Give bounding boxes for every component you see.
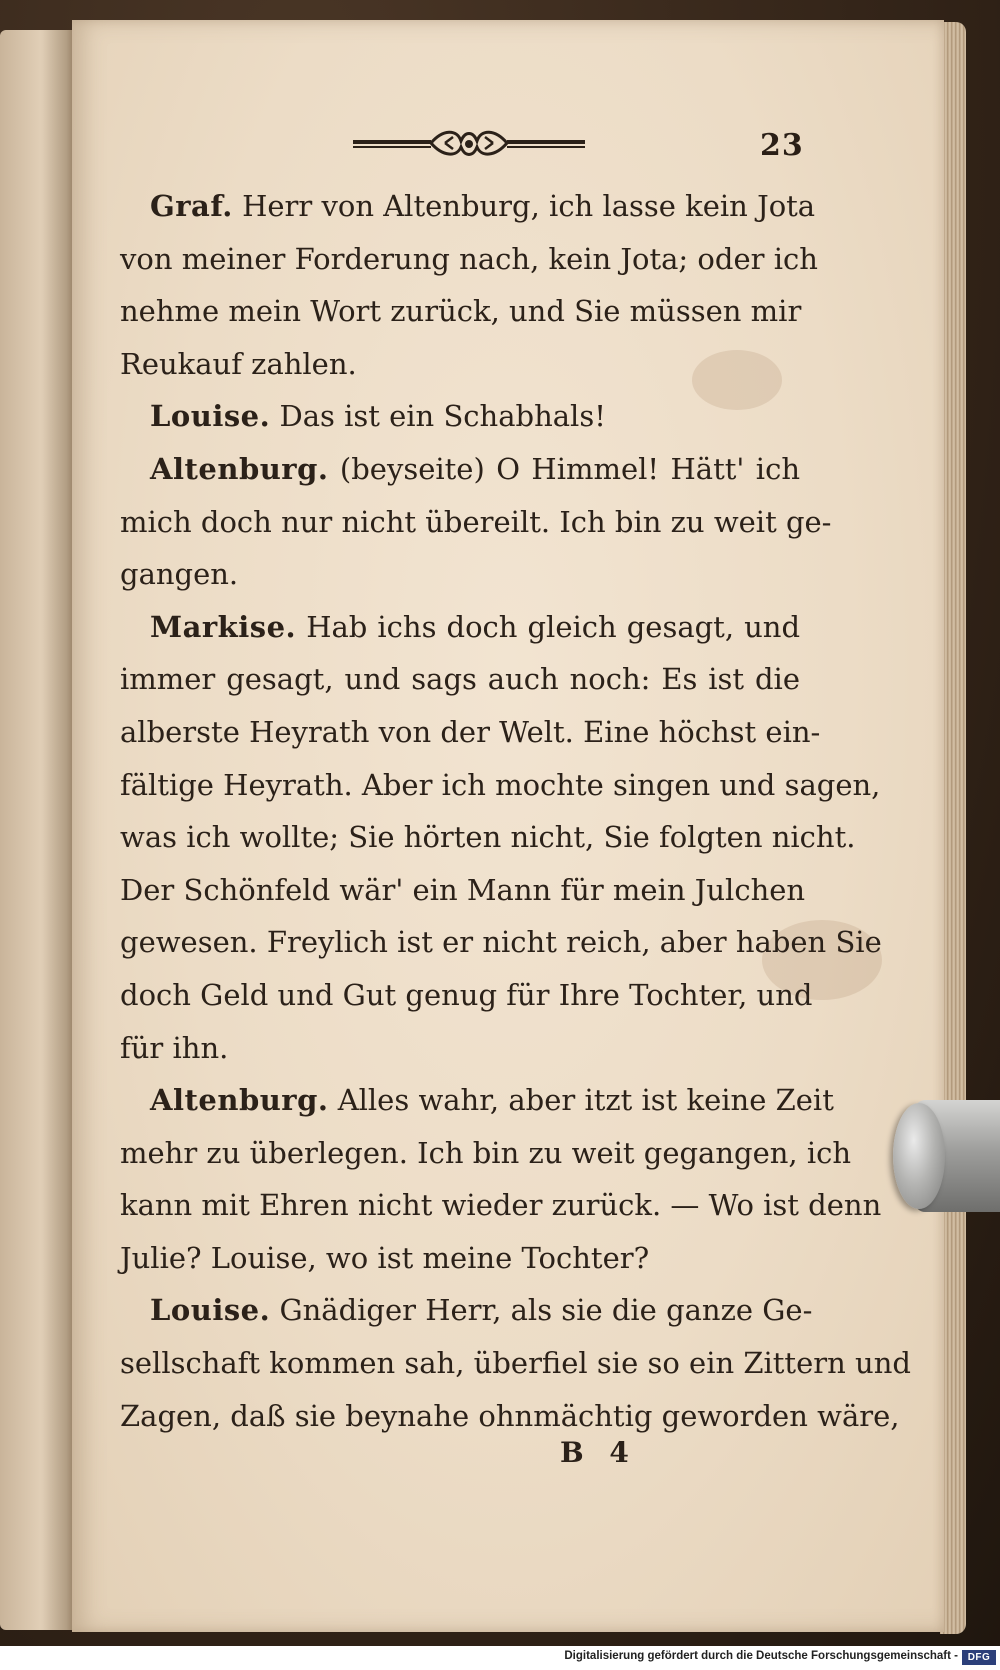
speaker-name: Altenburg.	[150, 451, 329, 486]
headpiece-ornament	[353, 123, 585, 165]
funding-notice: Digitalisierung gefördert durch die Deutsche Forschungsgemeinschaft -	[564, 1650, 958, 1662]
line-text: doch Geld und Gut genug für Ihre Tochter, und	[120, 977, 813, 1012]
speaker-name: Altenburg.	[150, 1083, 329, 1118]
line-text: was ich wollte; Sie hörten nicht, Sie folgten nicht.	[120, 820, 856, 855]
text-line	[120, 601, 800, 654]
speaker-name: Markise.	[150, 609, 297, 644]
text-line	[120, 338, 800, 391]
line-text: alberste Heyrath von der Welt. Eine höchst ein-	[120, 714, 821, 749]
dfg-logo: DFG	[962, 1650, 996, 1665]
text-line	[120, 811, 856, 864]
line-text: von meiner Forderung nach, kein Jota; oder ich	[120, 241, 818, 276]
line-text: fältige Heyrath. Aber ich mochte singen und sagen,	[120, 767, 881, 802]
speaker-name: Louise.	[150, 1293, 271, 1328]
text-line	[120, 1127, 852, 1180]
text-line	[120, 864, 806, 917]
text-line	[120, 1074, 834, 1127]
text-line	[120, 1390, 900, 1443]
text-line	[120, 706, 821, 759]
line-text: für ihn.	[120, 1030, 229, 1065]
line-text: immer gesagt, und sags auch noch: Es ist die	[120, 662, 800, 697]
digitization-footer	[0, 1646, 1000, 1670]
line-text: Reukauf zahlen.	[120, 346, 357, 381]
page-number: 23	[760, 128, 804, 163]
text-line	[120, 1284, 813, 1337]
line-text: kann mit Ehren nicht wieder zurück. — Wo ist denn	[120, 1188, 882, 1223]
line-text: Das ist ein Schabhals!	[279, 399, 606, 434]
line-text: mehr zu überlegen. Ich bin zu weit gegangen, ich	[120, 1135, 852, 1170]
text-line	[120, 180, 816, 233]
text-line	[120, 496, 832, 549]
speaker-name: Graf.	[150, 189, 233, 223]
body-text	[120, 180, 911, 1442]
text-line	[120, 759, 881, 812]
text-line	[120, 1232, 800, 1285]
text-line	[120, 969, 813, 1022]
text-line	[120, 285, 800, 338]
line-text: Herr von Altenburg, ich lasse kein Jota	[242, 189, 816, 223]
text-line	[120, 1179, 882, 1232]
text-line	[120, 1022, 800, 1075]
line-text: Hab ichs doch gleich gesagt, und	[306, 609, 801, 644]
text-line	[120, 233, 818, 286]
text-line	[120, 916, 882, 969]
text-line	[120, 1337, 911, 1390]
line-text: nehme mein Wort zurück, und Sie müssen mir	[120, 294, 802, 329]
page-clip	[893, 1100, 1000, 1212]
line-text: gewesen. Freylich ist er nicht reich, aber haben Sie	[120, 925, 882, 960]
text-line	[120, 548, 800, 601]
line-text: mich doch nur nicht übereilt. Ich bin zu weit ge-	[120, 504, 832, 539]
line-text: Zagen, daß sie beynahe ohnmächtig geworden wäre,	[120, 1398, 900, 1433]
signature-mark: B 4	[560, 1436, 637, 1469]
text-line	[120, 390, 800, 443]
line-text: sellschaft kommen sah, überfiel sie so ein Zittern und	[120, 1346, 911, 1381]
text-line	[120, 653, 800, 706]
clip-cap	[893, 1103, 945, 1209]
line-text: Julie? Louise, wo ist meine Tochter?	[120, 1240, 650, 1275]
text-line	[120, 443, 800, 496]
line-text: Gnädiger Herr, als sie die ganze Ge-	[279, 1293, 813, 1328]
line-text: gangen.	[120, 557, 239, 592]
speaker-name: Louise.	[150, 399, 271, 434]
line-text: Der Schönfeld wär' ein Mann für mein Julchen	[120, 872, 806, 907]
line-text: Alles wahr, aber itzt ist keine Zeit	[337, 1083, 834, 1118]
line-text: (beyseite) O Himmel! Hätt' ich	[339, 451, 800, 486]
